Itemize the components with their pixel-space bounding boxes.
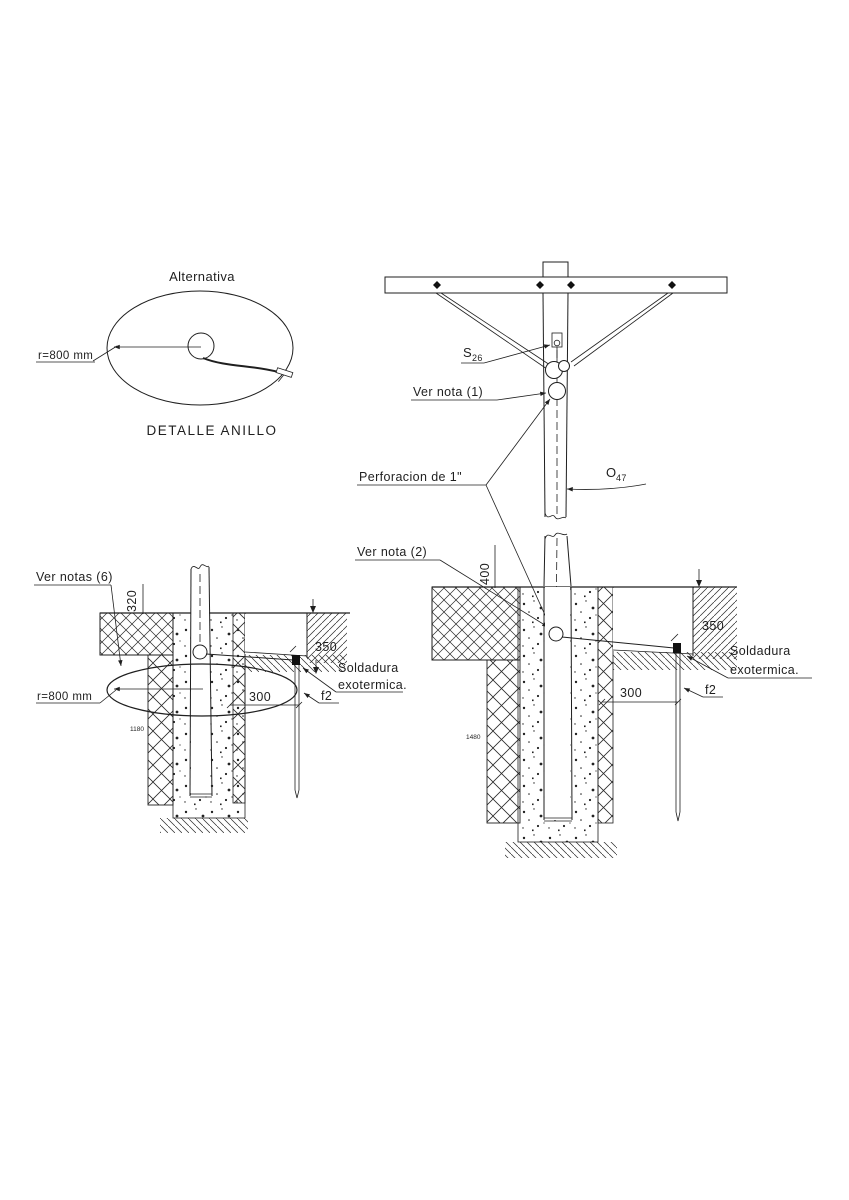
dim-320 [125,584,143,614]
depth-tiny-text: 1180 [130,726,144,733]
weld-line1: Soldadura [338,661,399,675]
trench [245,614,307,654]
pole-assembly [355,262,727,630]
ground-ref-arrow [310,599,316,613]
ground-ref-arrow [696,569,702,587]
pole-edge-right-upper [566,293,568,517]
pole-top [543,262,568,277]
label-ver-nota-1 [411,385,546,400]
pole-section-circle [188,333,214,359]
right-foundation [432,545,812,858]
dim-400-text: 400 [478,562,492,585]
pole-edge-right-lower [567,536,571,586]
o47-main: O [606,465,617,480]
ring-detail [36,269,293,438]
label-rod-f2 [304,689,339,703]
radius-label-text: r=800 mm [37,691,93,703]
dim-350-text: 350 [315,640,338,654]
s26-main: S [463,345,473,360]
perforacion-text: Perforacion de 1" [359,470,462,484]
dim-400 [478,545,495,588]
weld-line2: exotermica. [338,678,408,692]
ring-clamp [274,368,293,385]
depth-tiny-text: 1480 [466,734,481,741]
dim-350-text: 350 [702,619,725,633]
o47-sub: 47 [616,473,627,483]
exothermic-weld [673,643,681,653]
ring-radius-label: r=800 mm [38,350,94,362]
plate-bolt [554,340,560,346]
left-foundation [34,565,407,833]
weld-line1: Soldadura [730,644,791,658]
pole-edge-left-upper [543,293,545,517]
soil-column-left [487,660,520,823]
soil-under-footing [160,818,248,833]
ring-caption: DETALLE ANILLO [146,423,278,438]
left-brace [436,293,550,369]
exothermic-weld [292,655,300,665]
soil-block-topleft [432,587,520,660]
ground-rod [676,653,680,821]
soil-strip-right [598,587,613,823]
nota1-hole [549,383,566,400]
pole-edge-left-lower [544,536,545,586]
soil-under-trench [613,652,737,670]
soil-block-topleft [100,613,173,655]
pole-break-upper [545,513,566,519]
soil-column-left [148,655,173,805]
pole-interior [545,587,570,820]
brace-junction-circle-2 [559,361,570,372]
ver-nota-2-text: Ver nota (2) [357,545,428,559]
dim-300-text: 300 [620,686,643,700]
ring-conductor [203,358,278,372]
label-o47 [567,465,646,489]
conductor-exit-hole [193,645,207,659]
rod-f2-text: f2 [705,683,717,697]
rod-f2-text: f2 [321,689,333,703]
dim-300-text: 300 [249,690,272,704]
pole-top-break [191,565,209,569]
ver-notas-6-text: Ver notas (6) [36,570,113,584]
conductor-exit-hole [549,627,563,641]
trench [613,588,693,651]
s26-sub: 26 [472,353,483,363]
label-rod-f2 [684,683,723,697]
dim-320-text: 320 [125,589,139,612]
soil-under-footing [505,842,617,858]
ver-nota-1-text: Ver nota (1) [413,385,484,399]
ring-alt-label: Alternativa [169,269,235,284]
soil-strip-right [233,613,245,803]
pole-break-lower [545,533,567,539]
weld-line2: exotermica. [730,663,800,677]
ring-radius-leader [93,346,117,361]
label-s26 [461,345,550,363]
right-brace [571,293,673,366]
